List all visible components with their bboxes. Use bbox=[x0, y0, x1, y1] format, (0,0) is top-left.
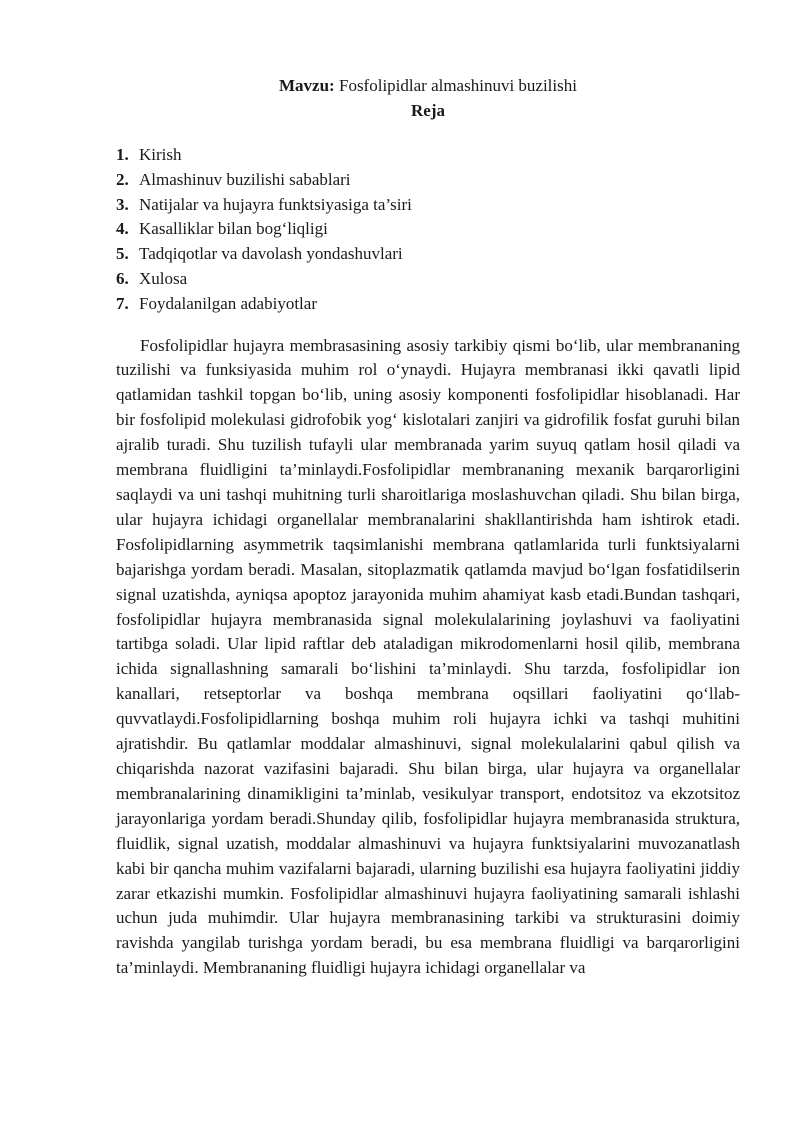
plan-item-number: 4. bbox=[116, 219, 129, 239]
plan-item-text: Kasalliklar bilan bog‘liqligi bbox=[139, 219, 328, 239]
plan-item bbox=[116, 193, 740, 218]
plan-item-number: 7. bbox=[116, 293, 129, 313]
plan-item-number: 5. bbox=[116, 244, 129, 264]
plan-item bbox=[116, 217, 740, 242]
plan-item bbox=[116, 168, 740, 193]
plan-item bbox=[116, 242, 740, 267]
plan-item-number: 6. bbox=[116, 268, 129, 288]
plan-heading: Reja bbox=[411, 101, 445, 120]
document-page bbox=[116, 74, 740, 981]
plan-list bbox=[116, 143, 740, 317]
plan-item-text: Tadqiqotlar va davolash yondashuvlari bbox=[139, 244, 403, 264]
plan-item-number: 2. bbox=[116, 169, 129, 189]
plan-item-text: Kirish bbox=[139, 145, 182, 164]
plan-item bbox=[116, 292, 740, 317]
topic-title bbox=[116, 74, 740, 98]
plan-item bbox=[116, 143, 740, 168]
plan-item-text: Foydalanilgan adabiyotlar bbox=[139, 293, 317, 313]
topic-text: Fosfolipidlar almashinuvi buzilishi bbox=[334, 76, 577, 95]
plan-item-number: 3. bbox=[116, 194, 129, 214]
plan-item-text: Almashinuv buzilishi sabablari bbox=[139, 169, 351, 189]
plan-item-number: 1. bbox=[116, 145, 129, 164]
topic-label: Mavzu: bbox=[279, 76, 335, 95]
plan-item-text: Xulosa bbox=[139, 268, 188, 288]
plan-item bbox=[116, 267, 740, 292]
body-paragraph: Fosfolipidlar hujayra membrasasining asosiy tarkibiy qismi bo‘lib, ular membrananing tuzilishi va funksiyasida muhim rol o‘ynaydi. Hujayra membranasi ikki qavatli lipid qatlamidan tashkil topgan bo‘lib, uning asosiy komponenti fosfolipidlar hisoblanadi. Har bir fosfolipid molekulasi gidrofobik yog‘ kislotalari zanjiri va gidrofilik fosfat guruhi bilan ajralib turadi. Shu tuzilish tufayli ular membranada yarim suyuq qatlam hosil qiladi va membrana fluidligini ta’minlaydi.Fosfolipidlar membrananing mexanik barqarorligini saqlaydi va uni tashqi muhitning turli sharoitlariga moslashuvchan qiladi. Shu bilan birga, ular hujayra ichidagi organellalar membranalarini shakllantirishda ham ishtirok etadi. Fosfolipidlarning asymmetrik taqsimlanishi membrana qatlamlarida turli funktsiyalarni bajarishga yordam beradi. Masalan, sitoplazmatik qatlamda mavjud bo‘lgan fosfatidilserin signal uzatishda, ayniqsa apoptoz jarayonida muhim ahamiyat kasb etadi.Bundan tashqari, fosfolipidlar hujayra membranasida signal molekulalarining joylashuvi va faoliyatini tartibga soladi. Ular lipid raftlar deb ataladigan mikrodomenlarni hosil qilib, membrana ichida signallashning samarali bo‘lishini ta’minlaydi. Shu tarzda, fosfolipidlar ion kanallari, retseptorlar va boshqa membrana oqsillari faoliyatini qo‘llab-quvvatlaydi.Fosfolipidlarning boshqa muhim roli hujayra ichki va tashqi muhitini ajratishdir. Bu qatlamlar moddalar almashinuvi, signal molekulalarini qabul qilish va chiqarishda nazorat vazifasini bajaradi. Shu bilan birga, ular hujayra va organellalar membranalarining dinamikligini ta’minlab, vesikulyar transport, endotsitoz va ekzotsitoz jarayonlariga yordam beradi.Shunday qilib, fosfolipidlar hujayra membranasida struktura, fluidlik, signal uzatish, moddalar almashinuvi va hujayra funktsiyalarini muvozanatlash kabi bir qancha muhim vazifalarni bajaradi, ularning buzilishi esa hujayra faoliyatini jiddiy zarar etkazishi mumkin. Fosfolipidlar almashinuvi hujayra faoliyatining samarali ishlashi uchun juda muhimdir. Ular hujayra membranasining tarkibi va strukturasini doimiy ravishda yangilab turishga yordam beradi, bu esa membrana fluidligi va barqarorligini ta’minlaydi. Membrananing fluidligi hujayra ichidagi organellalar va bbox=[116, 335, 740, 978]
plan-item-text: Natijalar va hujayra funktsiyasiga ta’siri bbox=[139, 194, 412, 214]
